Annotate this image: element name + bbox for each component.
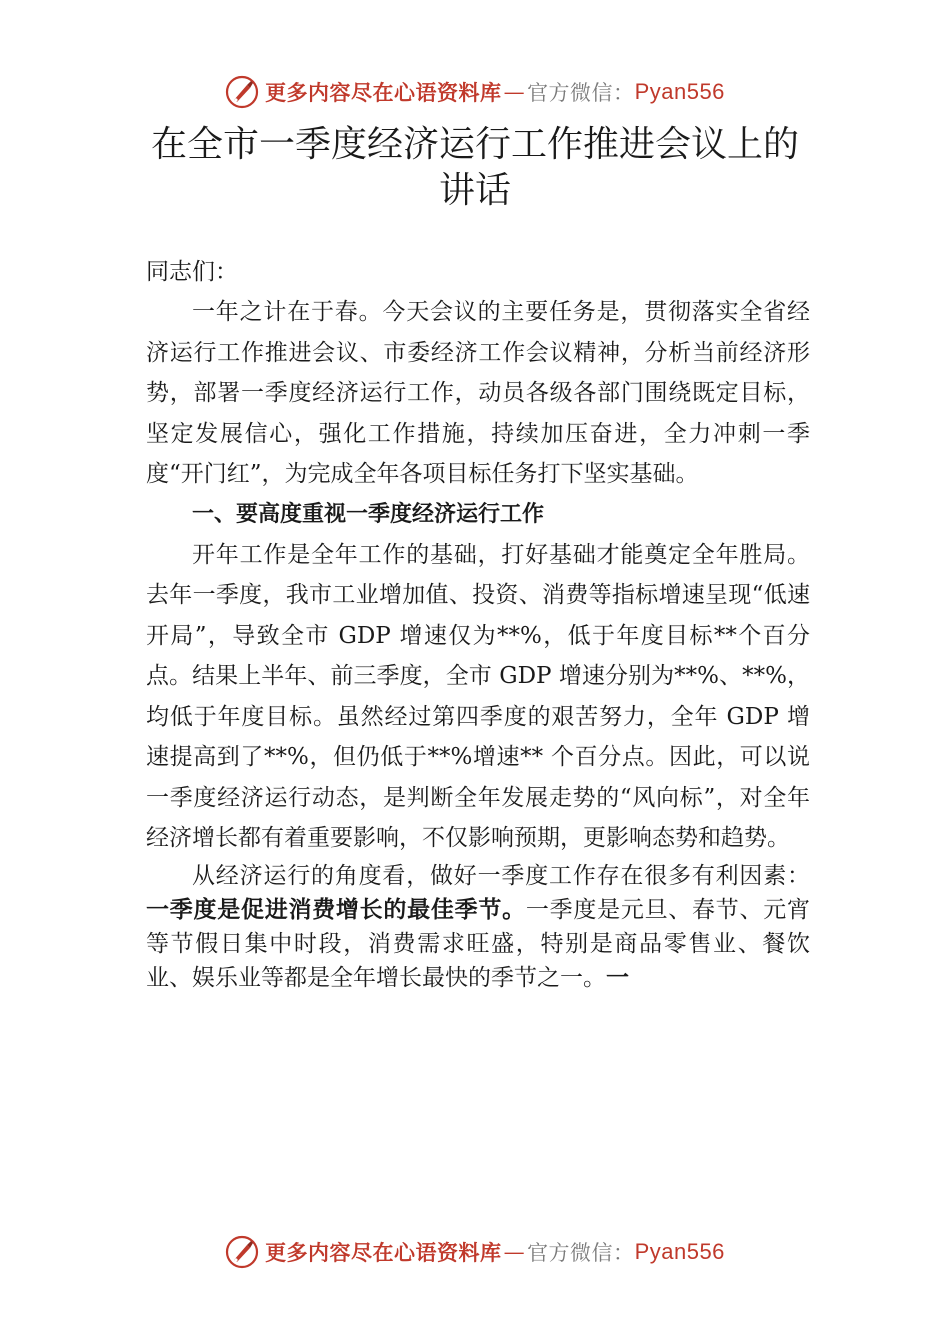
banner-wechat-id: Pyan556 <box>634 1239 725 1264</box>
footer-watermark-banner <box>0 1232 950 1272</box>
document-body <box>146 252 810 995</box>
banner-wechat-label: 官方微信： <box>527 1241 635 1265</box>
banner-wechat-label: 官方微信： <box>527 81 635 105</box>
document-title: 在全市一季度经济运行工作推进会议上的讲话 <box>150 124 799 211</box>
greeting: 同志们： <box>146 259 238 285</box>
banner-brand-text: 更多内容尽在心语资料库 <box>265 80 502 105</box>
section-heading-1: 一、要高度重视一季度经济运行工作 <box>192 501 545 527</box>
paragraph-3-bold: 一季度是促进消费增长的最佳季节。 <box>146 896 526 923</box>
paragraph-3-tail-bold: 一 <box>606 964 629 991</box>
paragraph-2: 开年工作是全年工作的基础，打好基础才能奠定全年胜局。去年一季度，我市工业增加值、投资、消费等指标增速呈现“低速开局”，导致全市 GDP 增速仅为**%，低于年度目标**个百分点。结果上半年、前三季度，全市 GDP 增速分别为**%、**%，均低于年度目标。虽然经过第四季度的艰苦努力，全年 GDP 增速提高到了**%，但仍低于**%增速** 个百分点。因此，可以说一季度经济运行动态，是判断全年发展走势的“风向标”，对全年经济增长都有着重要影响，不仅影响预期，更影响态势和趋势。 <box>146 541 810 851</box>
banner-dash: — <box>503 1240 526 1264</box>
pen-nib-logo-icon <box>225 75 259 109</box>
paragraph-1: 一年之计在于春。今天会议的主要任务是，贯彻落实全省经济运行工作推进会议、市委经济工作会议精神，分析当前经济形势，部署一季度经济运行工作，动员各级各部门围绕既定目标，坚定发展信心，强化工作措施，持续加压奋进，全力冲刺一季度“开门红”，为完成全年各项目标任务打下坚实基础。 <box>146 299 810 487</box>
banner-wechat-id: Pyan556 <box>634 79 725 104</box>
header-watermark-banner <box>0 72 950 112</box>
paragraph-3-lead: 从经济运行的角度看，做好一季度工作存在很多有利因素： <box>192 862 810 889</box>
banner-brand-text: 更多内容尽在心语资料库 <box>265 1240 502 1265</box>
paragraph-3-rest: 一季度是元旦、春节、元宵等节假日集中时段，消费需求旺盛，特别是商品零售业、餐饮业、娱乐业等都是全年增长最快的季节之一。 <box>146 896 811 991</box>
paragraph-3 <box>146 859 810 995</box>
pen-nib-logo-icon <box>225 1235 259 1269</box>
banner-dash: — <box>503 80 526 104</box>
